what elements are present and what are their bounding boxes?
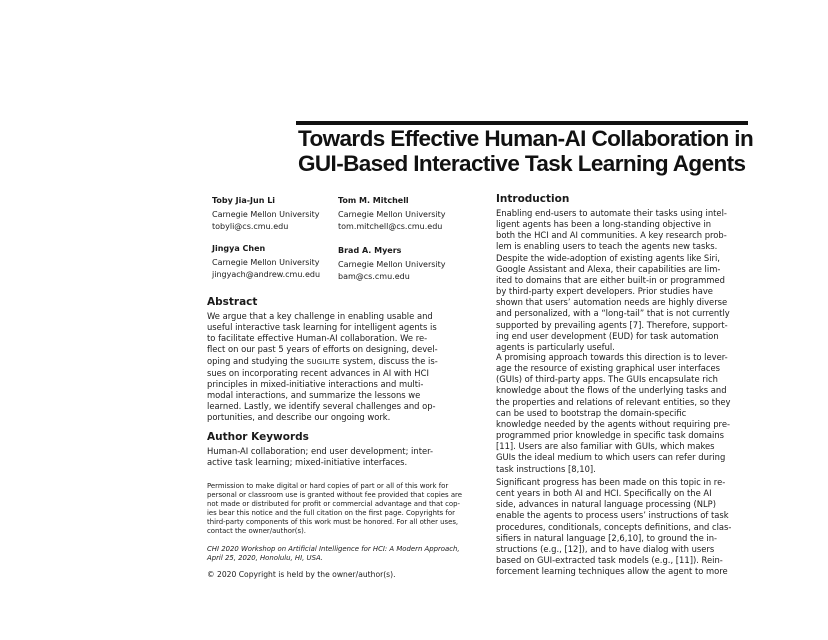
author-name: Tom M. Mitchell <box>338 196 409 205</box>
text-line: sifiers in natural language [2,6,10], to ground the in- <box>496 532 718 543</box>
author-block <box>338 245 446 284</box>
text-line: ited to domains that are either built-in or programmed <box>496 274 725 285</box>
text-line: both the HCI and AI communities. A key research prob- <box>496 230 727 241</box>
text-line: GUIs the ideal medium to which users can refer during <box>496 452 726 463</box>
text-line: ies bear this notice and the full citation on the first page. Copyrights for <box>207 508 455 517</box>
author-affiliation: Carnegie Mellon University <box>212 257 320 267</box>
author-block <box>338 195 446 234</box>
author-block <box>212 243 320 282</box>
text-line: Significant progress has been made on this topic in re- <box>496 477 726 487</box>
text-line: Despite the wide-adoption of existing agents like Siri, <box>496 252 720 263</box>
text-line: age the resource of existing graphical user interfaces <box>496 363 721 374</box>
text-line: (GUIs) of third-party apps. The GUIs encapsulate rich <box>496 374 718 385</box>
copyright-notice: © 2020 Copyright is held by the owner/author(s). <box>207 570 396 579</box>
keywords-heading: Author Keywords <box>207 431 309 443</box>
permission-notice <box>207 482 462 535</box>
text-line: can be used to bootstrap the domain-specific <box>496 407 687 418</box>
text-line: based on GUI-extracted task models (e.g., [11]). Rein- <box>496 555 723 566</box>
text-line: useful interactive task learning for intelligent agents is <box>207 322 437 333</box>
author-name: Brad A. Myers <box>338 246 402 255</box>
text-line: by third-party expert developers. Prior studies have <box>496 286 713 297</box>
text-line: not made or distributed for profit or commercial advantage and that cop- <box>207 499 461 508</box>
text-line: Permission to make digital or hard copies of part or all of this work for <box>207 482 449 490</box>
introduction-paragraph <box>496 477 731 577</box>
author-email[interactable]: bam@cs.cmu.edu <box>338 272 410 282</box>
text-line: flect on our past 5 years of efforts on designing, devel- <box>207 344 438 355</box>
abstract-heading: Abstract <box>207 296 258 308</box>
author-email[interactable]: tom.mitchell@cs.cmu.edu <box>338 222 443 232</box>
text-line: third-party components of this work must be honored. For all other uses, <box>207 517 459 526</box>
text-line: A promising approach towards this direction is to lever- <box>496 352 728 362</box>
keywords-text <box>207 446 433 468</box>
introduction-paragraph <box>496 208 730 353</box>
paper-title <box>298 126 768 176</box>
text-line: enable the agents to process users’ instructions of task <box>496 510 729 521</box>
author-block <box>212 195 320 234</box>
text-line: to facilitate effective Human-AI collaboration. We re- <box>207 333 428 344</box>
text-line: Enabling end-users to automate their tasks using intel- <box>496 208 727 218</box>
text-line: active task learning; mixed-initiative interfaces. <box>207 457 408 468</box>
text-line: shown that users’ automation needs are highly diverse <box>496 297 728 308</box>
text-line: task instructions [8,10]. <box>496 463 596 474</box>
text-line: CHI 2020 Workshop on Artificial Intelligence for HCI: A Modern Approach, <box>207 545 460 553</box>
author-email[interactable]: jingyach@andrew.cmu.edu <box>212 270 321 280</box>
author-name: Jingya Chen <box>212 244 266 253</box>
text-line: We argue that a key challenge in enabling usable and <box>207 311 433 321</box>
text-line: Human-AI collaboration; end user development; inter- <box>207 446 434 456</box>
text-line: and personalized, with a “long-tail” that is not currently <box>496 308 730 319</box>
text-line: lem is enabling users to teach the agents new tasks. <box>496 241 718 252</box>
title-line-2: GUI-Based Interactive Task Learning Agents <box>298 151 746 176</box>
text-line: [11]. Users are also familiar with GUIs, which makes <box>496 441 715 452</box>
text-line: the properties and relations of relevant entities, so they <box>496 396 731 407</box>
text-line: knowledge about the flows of the underlying tasks and <box>496 385 727 396</box>
text-line: principles in mixed-initiative interactions and multi- <box>207 378 424 389</box>
text-line: portunities, and describe our ongoing work. <box>207 412 391 423</box>
text-line: cent years in both AI and HCI. Specifically on the AI <box>496 488 712 499</box>
title-line-1: Towards Effective Human-AI Collaboration in <box>298 126 754 151</box>
text-line: contact the owner/author(s). <box>207 526 306 535</box>
text-line: April 25, 2020, Honolulu, HI, USA. <box>207 553 323 562</box>
workshop-info <box>207 545 460 563</box>
abstract-text <box>207 311 438 424</box>
text-line: ligent agents has been a long-standing objective in <box>496 219 712 230</box>
author-email[interactable]: tobyli@cs.cmu.edu <box>212 222 289 232</box>
introduction-paragraph <box>496 352 731 475</box>
text-line: agents is particularly useful. <box>496 341 615 352</box>
text-line: ing end user development (EUD) for task automation <box>496 330 719 341</box>
text-line: personal or classroom use is granted without fee provided that copies are <box>207 490 462 499</box>
author-affiliation: Carnegie Mellon University <box>338 259 446 269</box>
author-affiliation: Carnegie Mellon University <box>338 209 446 219</box>
title-rule <box>296 121 748 125</box>
author-affiliation: Carnegie Mellon University <box>212 209 320 219</box>
text-line: oping and studying the SUGILITE system, discuss the is- <box>207 355 438 366</box>
text-line: modal interactions, and summarize the lessons we <box>207 390 421 401</box>
text-line: procedures, conditionals, concepts definitions, and clas- <box>496 521 732 532</box>
text-line: learned. Lastly, we identify several challenges and op- <box>207 401 436 412</box>
introduction-heading: Introduction <box>496 193 570 205</box>
text-line: forcement learning techniques allow the agent to more <box>496 566 728 577</box>
text-line: sues on incorporating recent advances in AI with HCI <box>207 367 429 378</box>
author-name: Toby Jia-Jun Li <box>212 196 276 205</box>
text-line: structions (e.g., [12]), and to have dialog with users <box>496 543 715 554</box>
text-line: programmed prior knowledge in specific task domains <box>496 430 725 441</box>
text-line: Google Assistant and Alexa, their capabilities are lim- <box>496 263 721 274</box>
text-line: side, advances in natural language processing (NLP) <box>496 499 716 510</box>
text-line: supported by prevailing agents [7]. Therefore, support- <box>496 319 728 330</box>
text-line: knowledge needed by the agents without requiring pre- <box>496 418 730 429</box>
